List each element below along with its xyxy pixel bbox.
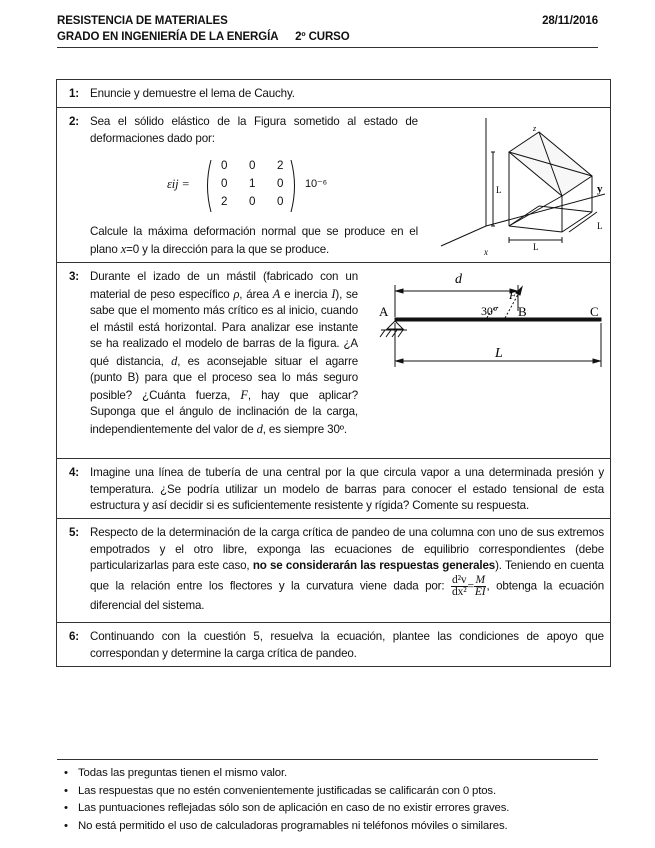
equation-lhs: $\frac{\text{d²v}}{\text{dx²}}$: [452, 573, 467, 598]
label-y: y: [597, 183, 603, 195]
degree-title: GRADO EN INGENIERÍA DE LA ENERGÍA: [57, 31, 278, 43]
exam-date: 28/11/2016: [542, 15, 598, 27]
question-text: Imagine una línea de tubería de una central por la que circula vapor a una determinada presión y temperatura. ¿Se podría utilizar un modelo de barras para conocer el estado tensional de esta estructura y así decidir si es suficientemente resistente y rígida? Comente su respuesta.: [90, 466, 604, 512]
matrix-cell: 0: [221, 177, 228, 190]
question-number: 6:: [69, 630, 80, 643]
question-6: [57, 623, 610, 666]
questions-table: [56, 79, 611, 667]
question-4: [57, 459, 610, 519]
matrix-cell: 0: [277, 195, 284, 208]
question-2: [57, 108, 610, 263]
label-L: L: [495, 346, 503, 361]
label-L-horizontal: L: [533, 242, 539, 252]
question-text-b: Calcule la máxima deformación normal que se produce en el plano x=0 y la dirección para la que se produce.: [90, 225, 418, 256]
strain-symbol: εij =: [167, 177, 190, 191]
course-year: 2º CURSO: [295, 31, 350, 43]
note-item: • No está permitido el uso de calculadoras programables ni teléfonos móviles o similares.: [64, 818, 509, 836]
question-text: Enuncie y demuestre el lema de Cauchy.: [90, 87, 295, 100]
label-L-vertical: L: [496, 185, 502, 195]
beam-figure: [375, 271, 603, 381]
matrix-cell: 1: [249, 177, 256, 190]
matrix-cell: 0: [249, 159, 256, 172]
y-axis: [486, 194, 605, 226]
label-z: z: [533, 124, 536, 133]
note-item: • Las puntuaciones reflejadas sólo son de aplicación en caso de no existir errores graves.: [64, 800, 509, 818]
question-text-a: Sea el sólido elástico de la Figura sometido al estado de deformaciones dado por:: [90, 115, 418, 145]
matrix-cell: 2: [277, 159, 284, 172]
header-row-2: [57, 31, 598, 43]
beam: [395, 318, 601, 321]
question-number: 4:: [69, 466, 80, 479]
label-L-depth: L: [597, 221, 603, 231]
label-d: d: [455, 272, 462, 287]
equation-rhs: $\frac{M}{EI}$: [474, 573, 486, 598]
question-1: [57, 80, 610, 108]
question-5: [57, 519, 610, 623]
header-divider: [57, 47, 598, 48]
matrix-cell: 2: [221, 195, 228, 208]
matrix-cell: 0: [277, 177, 284, 190]
label-x: x: [484, 247, 488, 256]
question-3: [57, 263, 610, 459]
question-number: 5:: [69, 526, 80, 539]
question-text: Continuando con la cuestión 5, resuelva la ecuación, plantee las condiciones de apoyo que correspondan y determine la carga crítica de pandeo.: [90, 630, 604, 660]
notes-list: [64, 765, 509, 835]
header-row-1: [57, 15, 598, 27]
course-title: RESISTENCIA DE MATERIALES: [57, 15, 228, 27]
label-F: F: [509, 288, 517, 302]
note-item: • Todas las preguntas tienen el mismo valor.: [64, 765, 509, 783]
matrix-cell: 0: [249, 195, 256, 208]
matrix-cell: 0: [221, 159, 228, 172]
question-text: Durante el izado de un mástil (fabricado con un material de peso específico ρ, área A e inercia I), se sabe que el momento más crítico es al inicio, cuando el mástil está horizontal. Para analizar ese instante se ha realizado el modelo de barras de la figura. ¿A qué distancia, d, es aconsejable situar el agarre (punto B) para que el proceso sea lo más seguro posible? ¿Cuánta fuerza, F, hay que aplicar? Suponga que el ángulo de inclinación de la carga, independientemente del valor de d, es siempre 30º.: [90, 270, 359, 436]
label-B: B: [518, 304, 527, 319]
label-C: C: [590, 304, 599, 319]
matrix-factor: 10⁻⁶: [305, 178, 327, 190]
x-axis: [441, 226, 486, 246]
question-number: 2:: [69, 115, 80, 128]
label-A: A: [379, 304, 389, 319]
solid-3d-figure: [429, 114, 605, 256]
note-item: • Las respuestas que no estén convenientemente justificadas se calificarán con 0 ptos.: [64, 783, 509, 801]
question-text: Respecto de la determinación de la carga crítica de pandeo de una columna con uno de sus extremos empotrados y el otro libre, exponga las ecuaciones de equilibrio correspondientes (debe particularizarlas para este caso, no se considerarán las respuestas generales). Teniendo en cuenta que la relación entre los flectores y la curvatura viene dada por: $\frac{\text{d²v}}{\text{dx²}}$ = $\frac{M}{EI}$ , obtenga la ecuación diferencial del sistema.: [90, 526, 604, 612]
label-angle: 30°: [481, 304, 498, 318]
footer-divider: [57, 759, 598, 760]
strain-matrix: [167, 156, 387, 216]
question-number: 3:: [69, 270, 80, 283]
question-number: 1:: [69, 87, 80, 100]
